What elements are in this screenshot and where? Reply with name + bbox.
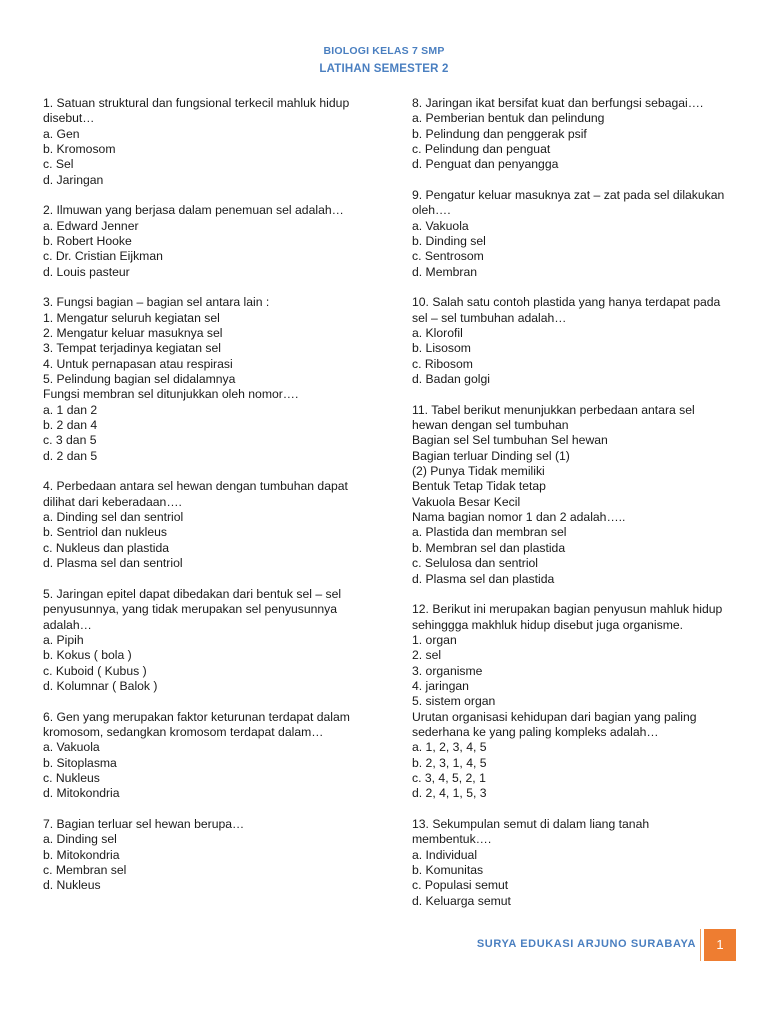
question-block (412, 96, 757, 173)
page-header (0, 44, 768, 78)
question-line: a. Vakuola (412, 218, 469, 233)
question-line: c. Membran sel (43, 862, 127, 877)
question-block (43, 817, 388, 894)
document-title: BIOLOGI KELAS 7 SMP (323, 45, 445, 57)
page-footer (0, 929, 768, 961)
question-line: d. Badan golgi (412, 372, 490, 387)
footer-divider (700, 929, 701, 961)
question-line: kromosom, sedangkan kromosom terdapat dalam… (43, 724, 324, 739)
question-line: a. Edward Jenner (43, 218, 139, 233)
question-line: 5. Pelindung bagian sel didalamnya (43, 372, 236, 387)
question-line: a. Pemberian bentuk dan pelindung (412, 111, 605, 126)
question-line: 1. Mengatur seluruh kegiatan sel (43, 310, 220, 325)
question-line: c. 3, 4, 5, 2, 1 (412, 770, 486, 785)
question-line: c. Sentrosom (412, 249, 484, 264)
question-line: a. Pipih (43, 632, 84, 647)
question-line: 5. Jaringan epitel dapat dibedakan dari bentuk sel – sel (43, 586, 342, 601)
question-line: 10. Salah satu contoh plastida yang hanya terdapat pada (412, 295, 721, 310)
question-line: a. Gen (43, 126, 80, 141)
question-line: d. Plasma sel dan plastida (412, 571, 555, 586)
question-line: b. Lisosom (412, 341, 471, 356)
question-line: Vakuola Besar Kecil (412, 494, 521, 509)
question-line: c. Sel (43, 157, 74, 172)
question-line: a. Klorofil (412, 326, 463, 341)
document-subtitle: LATIHAN SEMESTER 2 (319, 63, 449, 75)
question-line: 7. Bagian terluar sel hewan berupa… (43, 816, 245, 831)
question-line: Fungsi membran sel ditunjukkan oleh nomor…. (43, 387, 299, 402)
question-line: Bagian terluar Dinding sel (1) (412, 448, 570, 463)
question-line: penyusunnya, yang tidak merupakan sel penyusunnya (43, 602, 338, 617)
question-line: 1. organ (412, 632, 457, 647)
question-line: d. Jaringan (43, 172, 104, 187)
question-line: 12. Berikut ini merupakan bagian penyusun mahluk hidup (412, 602, 723, 617)
question-line: d. Penguat dan penyangga (412, 157, 559, 172)
question-line: d. Plasma sel dan sentriol (43, 556, 183, 571)
question-line: b. Komunitas (412, 862, 484, 877)
question-line: Nama bagian nomor 1 dan 2 adalah….. (412, 510, 626, 525)
question-line: 8. Jaringan ikat bersifat kuat dan berfungsi sebagai…. (412, 96, 704, 110)
question-block (412, 602, 757, 801)
question-block (43, 96, 388, 188)
question-line: 3. organisme (412, 663, 483, 678)
question-line: c. Populasi semut (412, 878, 509, 893)
publisher-name: SURYA EDUKASI ARJUNO SURABAYA (476, 938, 696, 950)
question-line: disebut… (43, 111, 95, 126)
question-line: a. Vakuola (43, 740, 100, 755)
question-block (43, 295, 388, 464)
question-line: b. Dinding sel (412, 234, 486, 249)
question-line: 6. Gen yang merupakan faktor keturunan terdapat dalam (43, 709, 350, 724)
question-block (412, 188, 757, 280)
question-line: 4. jaringan (412, 678, 469, 693)
question-line: c. Selulosa dan sentriol (412, 556, 539, 571)
question-block (43, 587, 388, 694)
question-line: 5. sistem organ (412, 694, 496, 709)
question-line: c. Dr. Cristian Eijkman (43, 249, 163, 264)
question-line: b. 2, 3, 1, 4, 5 (412, 755, 487, 770)
question-line: 11. Tabel berikut menunjukkan perbedaan antara sel (412, 402, 695, 417)
question-line: b. Mitokondria (43, 847, 120, 862)
question-line: Bagian sel Sel tumbuhan Sel hewan (412, 433, 608, 448)
question-line: a. Dinding sel (43, 832, 117, 847)
question-line: 2. sel (412, 648, 442, 663)
question-line: c. 3 dan 5 (43, 433, 97, 448)
question-line: b. Kokus ( bola ) (43, 648, 132, 663)
question-line: d. Membran (412, 264, 478, 279)
question-line: sel – sel tumbuhan adalah… (412, 310, 567, 325)
question-line: d. 2, 4, 1, 5, 3 (412, 786, 487, 801)
question-line: 13. Sekumpulan semut di dalam liang tanah (412, 816, 650, 831)
question-line: (2) Punya Tidak memiliki (412, 464, 545, 479)
question-line: c. Kuboid ( Kubus ) (43, 663, 147, 678)
question-block (43, 479, 388, 571)
question-line: b. Robert Hooke (43, 234, 132, 249)
question-line: 2. Mengatur keluar masuknya sel (43, 326, 223, 341)
question-block (43, 203, 388, 280)
question-block (43, 710, 388, 802)
page-number-badge: 1 (704, 929, 736, 961)
question-line: a. Individual (412, 847, 478, 862)
question-line: b. Kromosom (43, 142, 116, 157)
question-line: d. Mitokondria (43, 786, 120, 801)
question-line: sederhana ke yang paling kompleks adalah… (412, 724, 659, 739)
question-line: b. Pelindung dan penggerak psif (412, 126, 587, 141)
question-line: hewan dengan sel tumbuhan (412, 418, 569, 433)
left-question-column (43, 96, 388, 909)
question-line: a. Dinding sel dan sentriol (43, 510, 184, 525)
question-line: 4. Untuk pernapasan atau respirasi (43, 356, 233, 371)
question-line: d. 2 dan 5 (43, 448, 98, 463)
question-line: 9. Pengatur keluar masuknya zat – zat pada sel dilakukan (412, 188, 725, 203)
question-line: c. Pelindung dan penguat (412, 142, 551, 157)
question-line: Bentuk Tetap Tidak tetap (412, 479, 546, 494)
question-line: a. 1 dan 2 (43, 402, 98, 417)
question-block (412, 817, 757, 909)
question-line: membentuk…. (412, 832, 492, 847)
question-line: d. Nukleus (43, 878, 101, 893)
question-line: b. 2 dan 4 (43, 418, 98, 433)
question-line: 4. Perbedaan antara sel hewan dengan tumbuhan dapat (43, 479, 348, 494)
right-question-column (412, 96, 757, 924)
question-block (412, 295, 757, 387)
question-line: d. Kolumnar ( Balok ) (43, 678, 158, 693)
question-line: a. Plastida dan membran sel (412, 525, 567, 540)
question-line: Urutan organisasi kehidupan dari bagian yang paling (412, 709, 697, 724)
question-line: c. Ribosom (412, 356, 473, 371)
question-line: b. Sentriol dan nukleus (43, 525, 167, 540)
question-block (412, 403, 757, 587)
question-line: 3. Tempat terjadinya kegiatan sel (43, 341, 221, 356)
question-line: a. 1, 2, 3, 4, 5 (412, 740, 487, 755)
question-line: adalah… (43, 617, 92, 632)
question-line: b. Sitoplasma (43, 755, 117, 770)
question-line: 2. Ilmuwan yang berjasa dalam penemuan sel adalah… (43, 203, 344, 218)
question-line: 1. Satuan struktural dan fungsional terkecil mahluk hidup (43, 96, 350, 110)
question-line: d. Louis pasteur (43, 264, 130, 279)
question-line: d. Keluarga semut (412, 893, 511, 908)
question-line: oleh…. (412, 203, 451, 218)
question-line: sehinggga makhluk hidup disebut juga organisme. (412, 617, 684, 632)
question-line: b. Membran sel dan plastida (412, 540, 566, 555)
question-line: c. Nukleus (43, 770, 100, 785)
question-line: 3. Fungsi bagian – bagian sel antara lain : (43, 295, 270, 310)
question-line: dilihat dari keberadaan…. (43, 494, 182, 509)
question-line: c. Nukleus dan plastida (43, 540, 170, 555)
